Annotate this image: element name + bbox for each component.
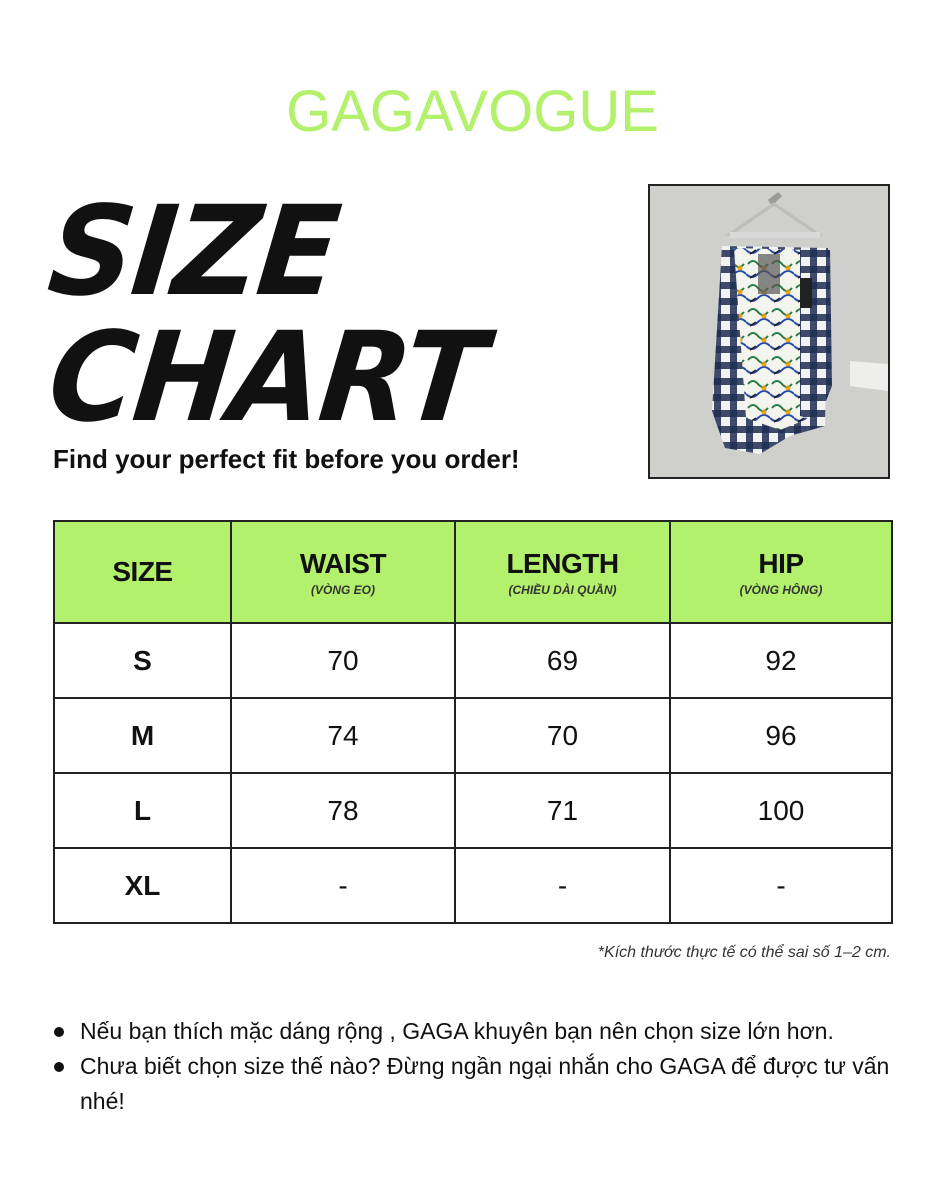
skirt-on-hanger-icon [650, 186, 888, 477]
hip-cell: - [670, 848, 892, 923]
size-cell: XL [54, 848, 231, 923]
table-header-row [54, 521, 892, 623]
tip-text: Chưa biết chọn size thế nào? Đừng ngần ngại nhắn cho GAGA để được tư vấn nhé! [80, 1053, 890, 1114]
list-item [53, 1014, 898, 1049]
product-photo [648, 184, 890, 479]
bullet-icon [54, 1062, 64, 1072]
header-waist: WAIST (VÒNG EO) [231, 521, 455, 623]
waist-cell: - [231, 848, 455, 923]
length-cell: 70 [455, 698, 670, 773]
waist-cell: 74 [231, 698, 455, 773]
tip-text: Nếu bạn thích mặc dáng rộng , GAGA khuyên bạn nên chọn size lớn hơn. [80, 1018, 834, 1044]
length-cell: 71 [455, 773, 670, 848]
size-cell: S [54, 623, 231, 698]
waist-cell: 78 [231, 773, 455, 848]
hip-cell: 92 [670, 623, 892, 698]
header-hip: HIP (VÒNG HÔNG) [670, 521, 892, 623]
length-cell: 69 [455, 623, 670, 698]
table-row [54, 698, 892, 773]
subtitle: Find your perfect fit before you order! [53, 444, 520, 474]
waist-cell: 70 [231, 623, 455, 698]
tolerance-note: *Kích thước thực tế có thể sai số 1–2 cm. [597, 944, 891, 961]
table-row [54, 773, 892, 848]
hip-cell: 96 [670, 698, 892, 773]
size-cell: M [54, 698, 231, 773]
size-table [53, 520, 893, 924]
brand-logo: GAGAVOGUE [286, 79, 659, 144]
table-row [54, 848, 892, 923]
hip-cell: 100 [670, 773, 892, 848]
title-line-1: SIZE [42, 178, 345, 324]
bullet-icon [54, 1027, 64, 1037]
header-length: LENGTH (CHIỀU DÀI QUẦN) [455, 521, 670, 623]
size-cell: L [54, 773, 231, 848]
header-size: SIZE [54, 521, 231, 623]
table-row [54, 623, 892, 698]
title-line-2: CHART [42, 304, 491, 450]
length-cell: - [455, 848, 670, 923]
list-item [53, 1049, 898, 1119]
tips-list [53, 1014, 898, 1119]
